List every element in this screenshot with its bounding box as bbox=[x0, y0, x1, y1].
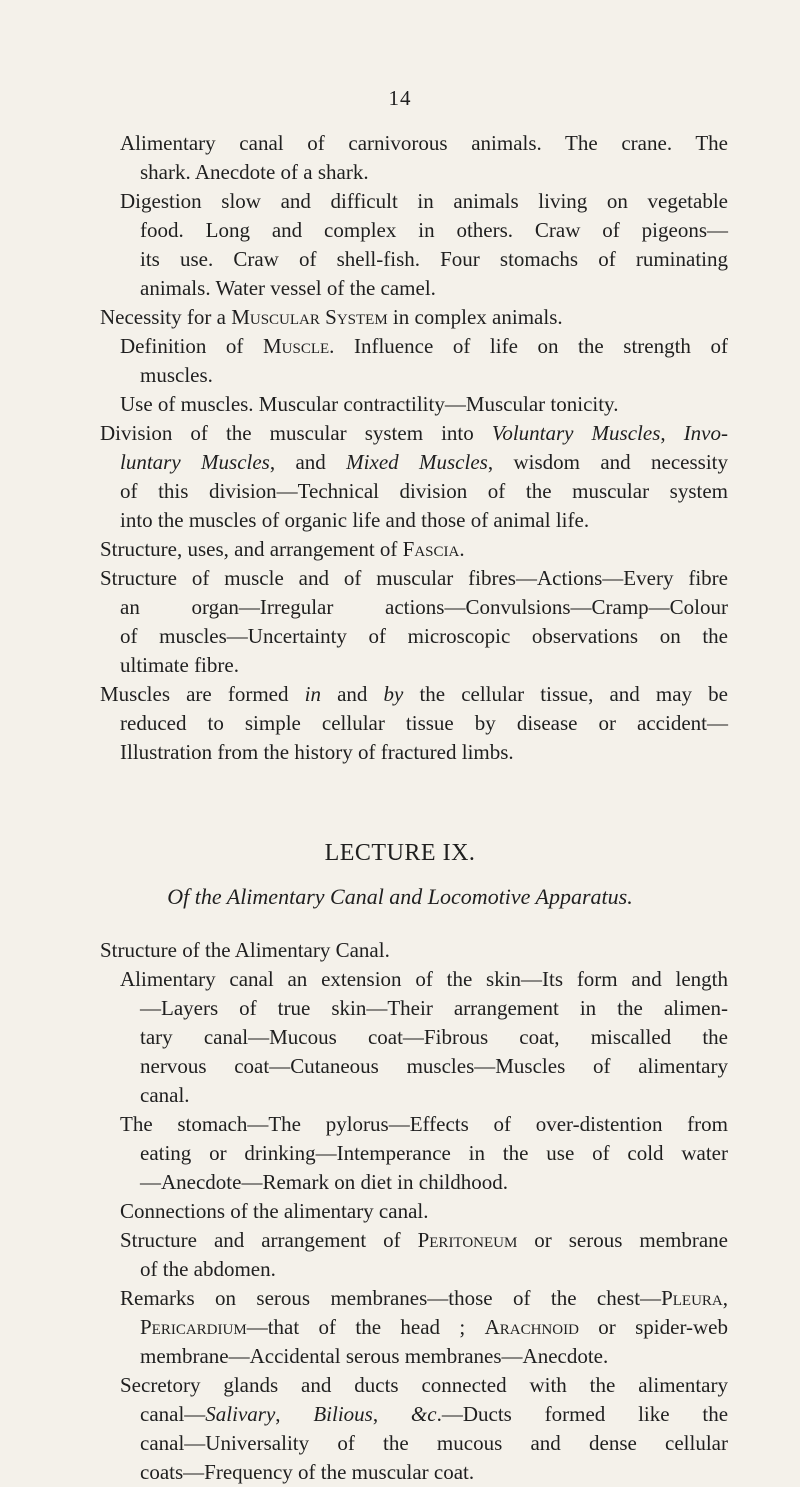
syllabus-section-lecture-9 bbox=[0, 936, 800, 1487]
text-line: tary canal—Mucous coat—Fibrous coat, miscalled the bbox=[140, 1025, 728, 1049]
text-line: Alimentary canal of carnivorous animals. The crane. The bbox=[120, 131, 728, 155]
text-line: reduced to simple cellular tissue by disease or accident— bbox=[120, 711, 728, 735]
text-line: Digestion slow and difficult in animals living on vegetable bbox=[120, 189, 728, 213]
text-line: The stomach—The pylorus—Effects of over-distention from bbox=[120, 1112, 728, 1136]
lecture-subtitle: Of the Alimentary Canal and Locomotive Apparatus. bbox=[167, 884, 633, 909]
text-line: Structure of muscle and of muscular fibres—Actions—Every fibre bbox=[100, 566, 728, 590]
text-line: Structure of the Alimentary Canal. bbox=[100, 938, 390, 962]
text-line: canal—Universality of the mucous and dense cellular bbox=[140, 1431, 728, 1455]
text-line: into the muscles of organic life and those of animal life. bbox=[120, 508, 590, 532]
text-line: Muscles are formed in and by the cellular tissue, and may be bbox=[100, 682, 728, 706]
text-line: Alimentary canal an extension of the skin—Its form and length bbox=[120, 967, 728, 991]
text-line: an organ—Irregular actions—Convulsions—Cramp—Colour bbox=[120, 595, 728, 619]
text-line: of the abdomen. bbox=[140, 1257, 276, 1281]
text-line: coats—Frequency of the muscular coat. bbox=[140, 1460, 475, 1484]
text-line: Use of muscles. Muscular contractility—Muscular tonicity. bbox=[120, 392, 619, 416]
text-line: its use. Craw of shell-fish. Four stomachs of ruminating bbox=[140, 247, 728, 271]
text-line: —Layers of true skin—Their arrangement in the alimen- bbox=[140, 996, 728, 1020]
text-line: —Anecdote—Remark on diet in childhood. bbox=[140, 1170, 509, 1194]
text-line: membrane—Accidental serous membranes—Anecdote. bbox=[140, 1344, 609, 1368]
text-line: Pericardium—that of the head ; Arachnoid or spider-web bbox=[140, 1315, 729, 1339]
syllabus-section-lecture-8 bbox=[0, 129, 800, 767]
text-line: luntary Muscles, and Mixed Muscles, wisdom and necessity bbox=[120, 450, 728, 474]
text-line: canal. bbox=[140, 1083, 190, 1107]
text-line: animals. Water vessel of the camel. bbox=[140, 276, 436, 300]
page-number: 14 bbox=[388, 86, 412, 110]
text-line: of muscles—Uncertainty of microscopic observations on the bbox=[120, 624, 728, 648]
text-line: Necessity for a Muscular System in complex animals. bbox=[100, 305, 563, 329]
text-line: Connections of the alimentary canal. bbox=[120, 1199, 429, 1223]
lecture-heading: LECTURE IX. bbox=[324, 840, 476, 866]
text-line: Division of the muscular system into Voluntary Muscles, Invo- bbox=[100, 421, 728, 445]
text-line: eating or drinking—Intemperance in the use of cold water bbox=[140, 1141, 728, 1165]
text-line: Illustration from the history of fractured limbs. bbox=[120, 740, 514, 764]
text-line: food. Long and complex in others. Craw of pigeons— bbox=[140, 218, 728, 242]
text-line: Structure and arrangement of Peritoneum or serous membrane bbox=[120, 1228, 728, 1252]
text-line: canal—Salivary, Bilious, &c.—Ducts formed like the bbox=[140, 1402, 729, 1426]
text-line: ultimate fibre. bbox=[120, 653, 239, 677]
text-line: Secretory glands and ducts connected with the alimentary bbox=[120, 1373, 728, 1397]
text-line: Structure, uses, and arrangement of Fascia. bbox=[100, 537, 465, 561]
text-line: of this division—Technical division of the muscular system bbox=[120, 479, 728, 503]
text-line: nervous coat—Cutaneous muscles—Muscles of alimentary bbox=[140, 1054, 728, 1078]
text-line: Definition of Muscle. Influence of life on the strength of bbox=[120, 334, 728, 358]
text-line: shark. Anecdote of a shark. bbox=[140, 160, 369, 184]
text-line: muscles. bbox=[140, 363, 213, 387]
text-line: Remarks on serous membranes—those of the chest—Pleura, bbox=[120, 1286, 728, 1310]
